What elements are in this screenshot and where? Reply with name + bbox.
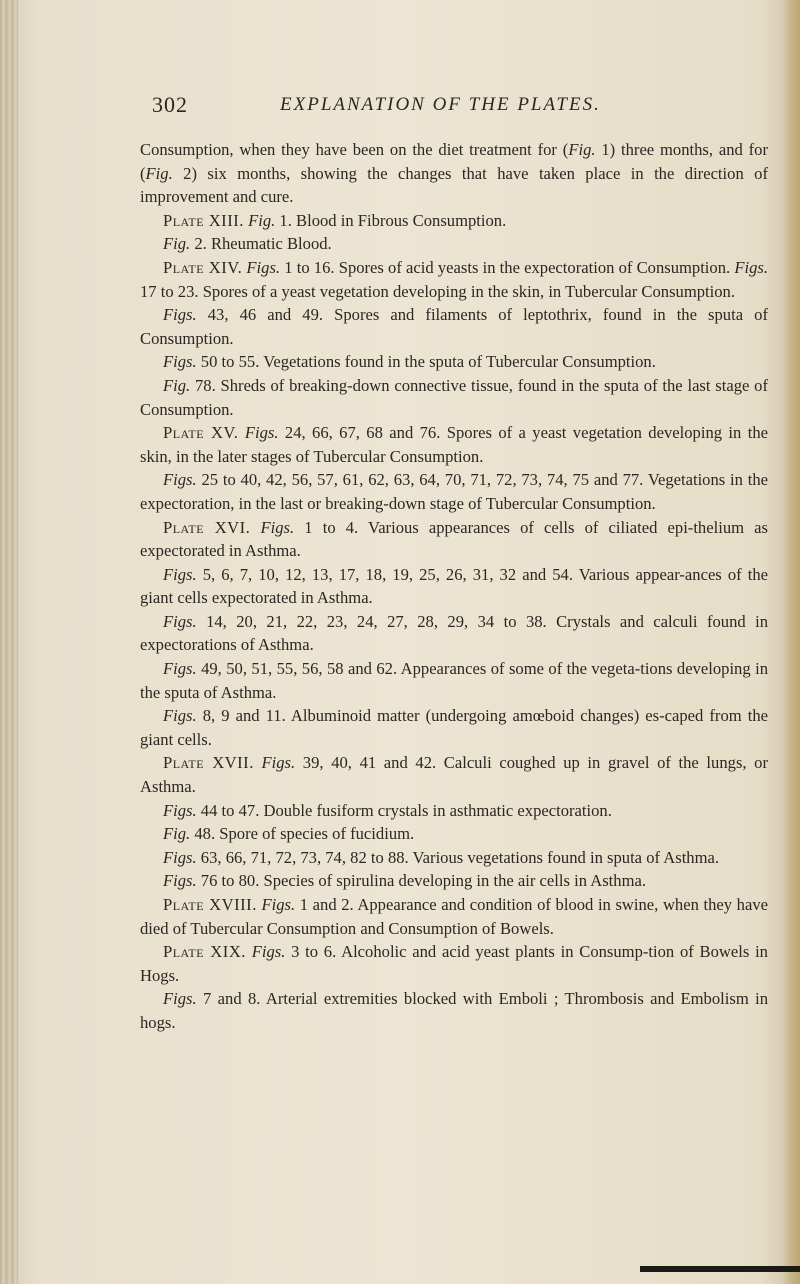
paragraph [140, 657, 768, 704]
running-head: EXPLANATION OF THE PLATES. [280, 94, 601, 115]
paragraph [140, 846, 768, 870]
figure-label: Fig. [568, 140, 596, 159]
paragraph [140, 468, 768, 515]
figure-label: Figs. [734, 257, 768, 277]
figure-label: Fig. [248, 210, 276, 230]
bottom-rule [640, 1266, 800, 1272]
figure-label: Fig. [163, 824, 191, 844]
paragraph [140, 209, 768, 233]
paragraph-text: 17 to 23. Spores of a yeast vegetation developing in the skin, in Tubercular Consumption. [140, 281, 736, 301]
figure-label: Figs. [260, 517, 295, 537]
paragraph-text [250, 518, 260, 537]
figure-label: Figs. [163, 989, 197, 1009]
figure-label: Figs. [163, 470, 197, 490]
paragraph-text: 5, 6, 7, 10, 12, 13, 17, 18, 19, 25, 26, 31, 32 and 54. Various appear-ances of the giant cells expectorated in Asthma. [140, 564, 768, 608]
figure-label: Figs. [261, 895, 296, 914]
page-edge [782, 0, 800, 1284]
figure-label: Figs. [163, 800, 197, 820]
paragraph [140, 374, 768, 421]
figure-label: Figs. [163, 847, 197, 867]
figure-label: Figs. [163, 871, 197, 891]
plate-label: Plate XVIII. [163, 895, 257, 914]
figure-label: Figs. [244, 423, 279, 443]
paragraph-text: 78. Shreds of breaking-down connective tissue, found in the sputa of the last stage of Consumption. [140, 375, 768, 419]
paragraph-text: 1 to 4. Various appearances of cells of ciliated epi-thelium as expectorated in Asthma. [140, 517, 768, 561]
paragraph-text: 44 to 47. Double fusiform crystals in asthmatic expectoration. [196, 800, 612, 820]
page-header [0, 92, 800, 122]
figure-label: Fig. [163, 375, 191, 395]
paragraph-text: 14, 20, 21, 22, 23, 24, 27, 28, 29, 34 to 38. Crystals and calculi found in expectorations of Asthma. [140, 611, 768, 655]
plate-label: Plate XIX. [163, 942, 246, 962]
paragraph-text: 43, 46 and 49. Spores and filaments of leptothrix, found in the sputa of Consumption. [140, 305, 768, 348]
paragraph-text: 48. Spore of species of fucidium. [190, 824, 415, 844]
figure-label: Figs. [246, 257, 281, 277]
plate-label: Plate XV. [163, 423, 239, 443]
paragraph-text: 1 and 2. Appearance and condition of blood in swine, when they have died of Tubercular Consumption and Consumption of Bowels. [140, 895, 769, 938]
paragraph [140, 822, 768, 846]
paragraph-text: 24, 66, 67, 68 and 76. Spores of a yeast vegetation developing in the skin, in the later stages of Tubercular Consumption. [140, 423, 768, 466]
page-gutter-shadow [0, 0, 18, 1284]
paragraph-text: 1) three months, and for ( [140, 140, 768, 183]
paragraph-text: 50 to 55. Vegetations found in the sputa of Tubercular Consumption. [196, 352, 656, 372]
paragraph [140, 751, 768, 798]
plate-label: Plate XIV. [163, 257, 243, 277]
paragraph [140, 610, 768, 657]
plate-label: Plate XVII. [163, 753, 254, 773]
paragraph-text: 7 and 8. Arterial extremities blocked with Emboli ; Thrombosis and Embolism in hogs. [140, 989, 768, 1032]
paragraph [140, 940, 768, 987]
plate-label: Plate XVI. [163, 517, 251, 537]
figure-label: Figs. [163, 706, 197, 726]
paragraph-text: Consumption, when they have been on the diet treatment for ( [140, 140, 569, 159]
paragraph [140, 893, 768, 940]
paragraph-text: 3 to 6. Alcoholic and acid yeast plants in Consump-tion of Bowels in Hogs. [140, 942, 768, 985]
paragraph [140, 704, 768, 751]
figure-label: Figs. [261, 753, 296, 773]
figure-label: Figs. [163, 305, 197, 325]
paragraph-text: 63, 66, 71, 72, 73, 74, 82 to 88. Various vegetations found in sputa of Asthma. [196, 847, 720, 867]
paragraph [140, 256, 768, 303]
paragraph-text: 49, 50, 51, 55, 56, 58 and 62. Appearances of some of the vegeta-tions developing in the sputa of Asthma. [140, 659, 768, 702]
paragraph-text: 39, 40, 41 and 42. Calculi coughed up in gravel of the lungs, or Asthma. [140, 753, 769, 797]
paragraph [140, 799, 768, 823]
paragraph-text: 25 to 40, 42, 56, 57, 61, 62, 63, 64, 70, 71, 72, 73, 74, 75 and 77. Vegetations in the expectoration, in the last or breaking-down stage of Tubercular Consumption. [140, 470, 768, 513]
paragraph [140, 987, 768, 1034]
paragraph [140, 563, 768, 610]
paragraph [140, 232, 768, 256]
body-text [140, 138, 768, 1035]
figure-label: Figs. [251, 942, 286, 962]
paragraph [140, 350, 768, 374]
paragraph-text: 8, 9 and 11. Albuminoid matter (undergoing amœboid changes) es-caped from the giant cells. [140, 706, 768, 749]
figure-label: Fig. [145, 163, 173, 183]
paragraph [140, 138, 768, 209]
paragraph-text: 76 to 80. Species of spirulina developing in the air cells in Asthma. [196, 871, 646, 891]
figure-label: Fig. [163, 234, 191, 254]
paragraph [140, 303, 768, 350]
paragraph-text [254, 753, 262, 772]
paragraph [140, 421, 768, 468]
paragraph [140, 869, 768, 893]
figure-label: Figs. [163, 611, 197, 631]
paragraph-text: 1 to 16. Spores of acid yeasts in the expectoration of Consumption. [280, 257, 735, 277]
figure-label: Figs. [163, 564, 197, 584]
figure-label: Figs. [163, 352, 197, 372]
paragraph-text: 2. Rheumatic Blood. [190, 234, 332, 254]
paragraph-text: 2) six months, showing the changes that have taken place in the direction of improvement and cure. [140, 163, 768, 207]
paragraph [140, 516, 768, 563]
paragraph-text: 1. Blood in Fibrous Consumption. [275, 210, 507, 230]
plate-label: Plate XIII. [163, 210, 244, 230]
page-number: 302 [152, 92, 188, 117]
figure-label: Figs. [163, 659, 197, 679]
